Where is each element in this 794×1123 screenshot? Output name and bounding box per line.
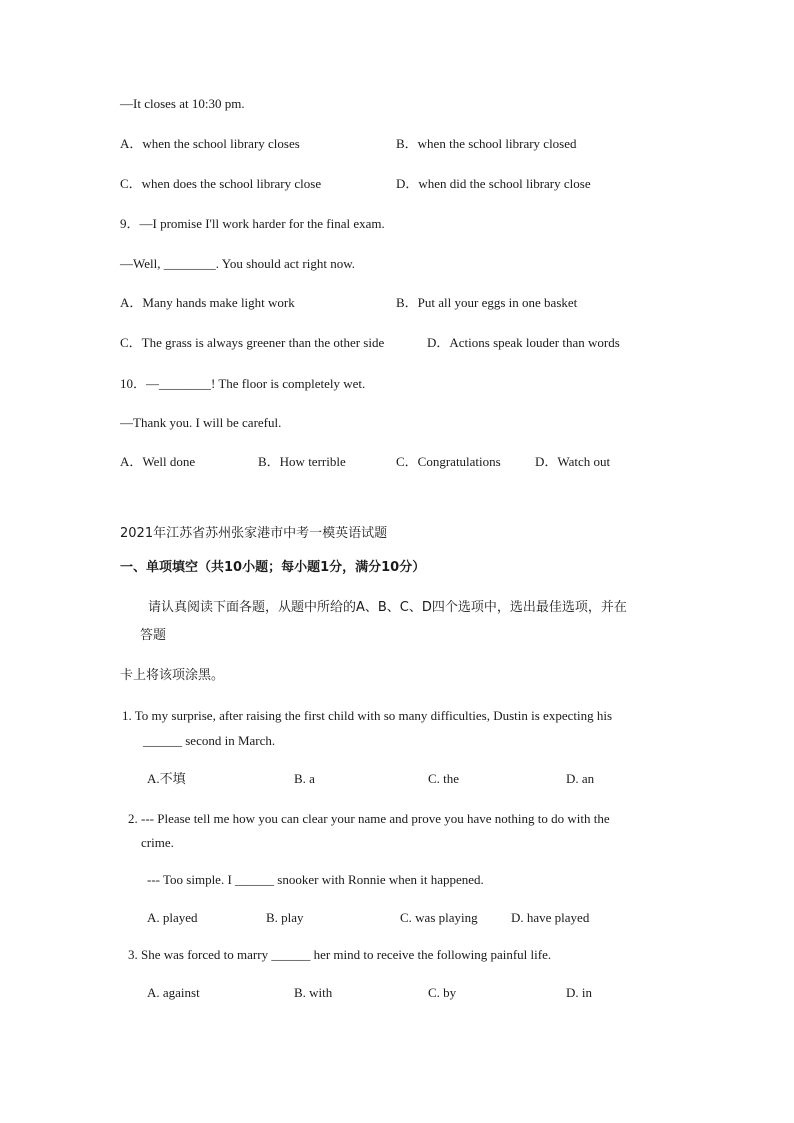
q1-option-b: B. a [294, 771, 315, 786]
q3-option-b: B. with [294, 985, 333, 1000]
instructions-line-1: 请认真阅读下面各题，从题中所给的A、B、C、D四个选项中，选出最佳选项，并在 [148, 600, 627, 615]
q3-option-d: D. in [566, 985, 592, 1000]
q1-stem-line-2: ______ second in March. [143, 733, 276, 748]
q3-stem: 3. She was forced to marry ______ her mind to receive the following painful life. [128, 947, 552, 962]
exam-title: 2021年江苏省苏州张家港市中考一模英语试题 [120, 526, 388, 541]
q1-stem-line-1: 1. To my surprise, after raising the first child with so many difficulties, Dustin is expecting his [122, 708, 613, 723]
q9-option-a: A．Many hands make light work [120, 295, 295, 310]
q2-option-a: A. played [147, 910, 198, 925]
q9-reply: —Well, ________. You should act right now. [120, 256, 355, 271]
q10-option-a: A．Well done [120, 454, 196, 469]
q1-option-c: C. the [428, 771, 460, 786]
q10-option-b: B．How terrible [258, 454, 346, 469]
q9-option-d: D．Actions speak louder than words [427, 335, 620, 350]
q9-option-c: C．The grass is always greener than the other side [120, 335, 385, 350]
instructions-line-3: 卡上将该项涂黑。 [120, 668, 225, 683]
q8-option-c: C．when does the school library close [120, 176, 322, 191]
q8-option-a: A．when the school library closes [120, 136, 300, 151]
q9-option-b: B．Put all your eggs in one basket [396, 295, 578, 310]
q3-option-a: A. against [147, 985, 200, 1000]
q8-option-d: D．when did the school library close [396, 176, 591, 191]
q1-option-a: A.不填 [147, 771, 186, 786]
q10-option-c: C．Congratulations [396, 454, 501, 469]
q2-option-d: D. have played [511, 910, 590, 925]
q3-option-c: C. by [428, 985, 457, 1000]
q10-reply: —Thank you. I will be careful. [120, 415, 282, 430]
instructions-line-2: 答题 [140, 628, 167, 643]
q8-answer-line: —It closes at 10:30 pm. [120, 96, 245, 111]
q2-reply: --- Too simple. I ______ snooker with Ronnie when it happened. [147, 872, 484, 887]
q1-option-d: D. an [566, 771, 595, 786]
q8-option-b: B．when the school library closed [396, 136, 577, 151]
q2-stem-line-2: crime. [141, 835, 174, 850]
q2-option-b: B. play [266, 910, 304, 925]
q10-stem: 10．—________! The floor is completely wet. [120, 376, 366, 391]
q2-option-c: C. was playing [400, 910, 478, 925]
q9-stem: 9．—I promise I'll work harder for the final exam. [120, 216, 385, 231]
section-heading: 一、单项填空（共10小题；每小题1分，满分10分） [120, 560, 426, 575]
q2-stem-line-1: 2. --- Please tell me how you can clear your name and prove you have nothing to do with the [128, 811, 610, 826]
q10-option-d: D．Watch out [535, 454, 611, 469]
